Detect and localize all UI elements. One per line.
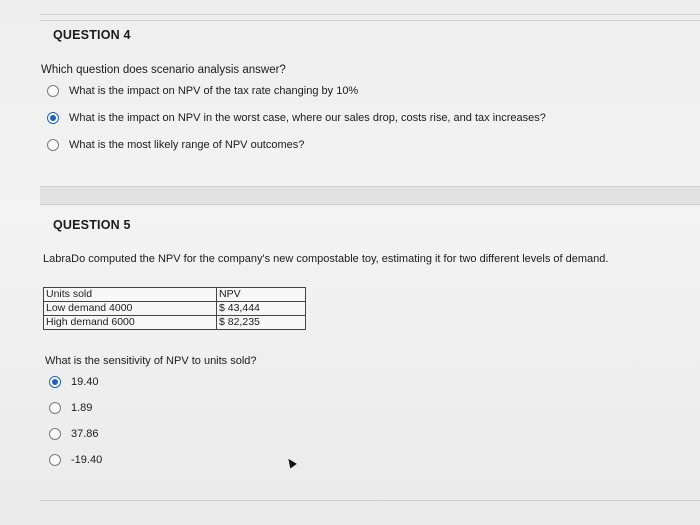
question-5-sub-prompt: What is the sensitivity of NPV to units sold?: [45, 355, 257, 367]
divider: [40, 186, 700, 187]
question-4-option-1[interactable]: [47, 85, 358, 97]
table-row: [44, 302, 306, 316]
option-label: What is the impact on NPV in the worst case, where our sales drop, costs rise, and tax increases?: [69, 112, 546, 124]
option-label: -19.40: [71, 454, 103, 466]
question-4-prompt: Which question does scenario analysis answer?: [41, 64, 286, 76]
table-header-row: [44, 288, 306, 302]
radio-button[interactable]: [47, 139, 59, 151]
table-cell: $ 43,444: [217, 302, 306, 316]
table-cell: $ 82,235: [217, 316, 306, 330]
radio-button[interactable]: [49, 402, 61, 414]
divider: [40, 204, 700, 205]
table-row: [44, 316, 306, 330]
question-4-heading: QUESTION 4: [53, 28, 131, 42]
table-header-cell: NPV: [217, 288, 306, 302]
question-5-heading: QUESTION 5: [53, 218, 131, 232]
option-label: What is the impact on NPV of the tax rate changing by 10%: [69, 85, 359, 97]
option-label: 37.86: [71, 428, 99, 440]
npv-table: [43, 287, 306, 330]
question-4-option-2[interactable]: [47, 112, 546, 124]
table-cell: High demand 6000: [44, 316, 217, 330]
question-5-option-4[interactable]: [49, 454, 102, 466]
question-5-option-1[interactable]: [49, 376, 99, 388]
option-label: What is the most likely range of NPV outcomes?: [69, 139, 305, 151]
question-separator: [40, 186, 700, 204]
radio-button-selected[interactable]: [49, 376, 61, 388]
divider: [40, 500, 700, 501]
radio-button[interactable]: [49, 428, 61, 440]
mouse-pointer-icon: [285, 457, 297, 469]
radio-button[interactable]: [47, 85, 59, 97]
table-cell: Low demand 4000: [44, 302, 217, 316]
table-header-cell: Units sold: [44, 288, 217, 302]
question-5-prompt: LabraDo computed the NPV for the company's new compostable toy, estimating it for two different levels of demand.: [43, 253, 609, 265]
divider: [40, 20, 700, 21]
question-5-option-3[interactable]: [49, 428, 99, 440]
divider: [40, 14, 700, 15]
question-4-option-3[interactable]: [47, 139, 304, 151]
question-5-option-2[interactable]: [49, 402, 92, 414]
radio-button-selected[interactable]: [47, 112, 59, 124]
radio-button[interactable]: [49, 454, 61, 466]
option-label: 19.40: [71, 376, 99, 388]
option-label: 1.89: [71, 402, 93, 414]
